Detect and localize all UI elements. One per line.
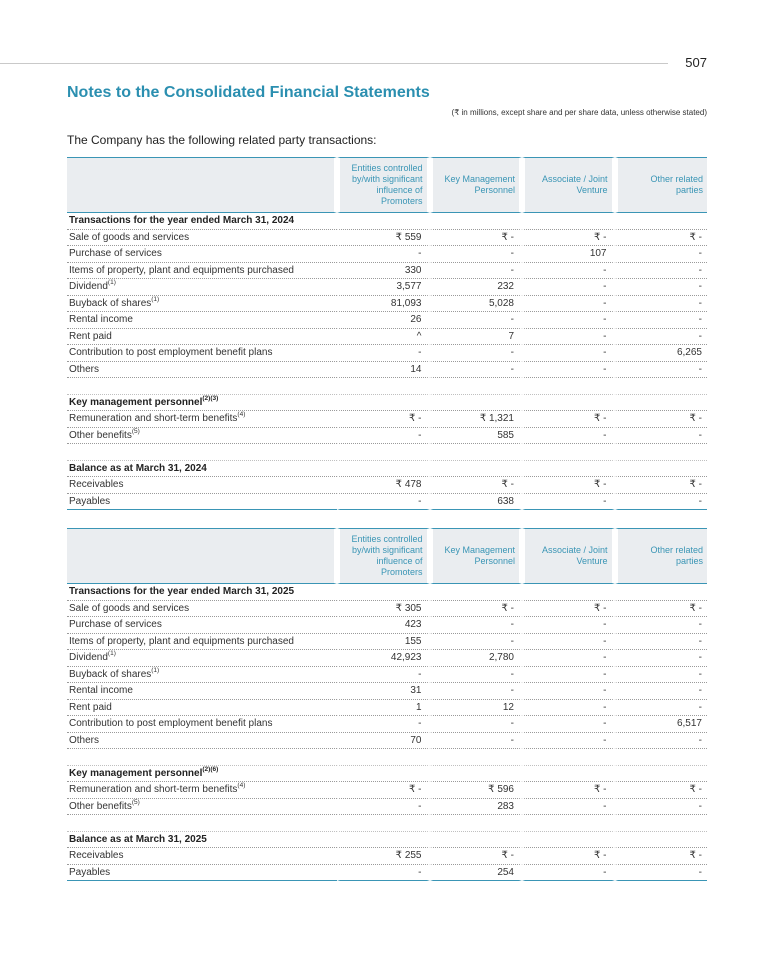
value-cell: - — [615, 312, 708, 329]
row-label-text: Remuneration and short-term benefits — [69, 784, 238, 796]
value-cell — [337, 815, 430, 832]
value-cell — [430, 213, 523, 230]
row-label-text: Payables — [69, 866, 111, 878]
row-label-text: Sale of goods and services — [69, 602, 190, 614]
value-cell: 155 — [337, 634, 430, 651]
value-cell: - — [522, 296, 615, 313]
row-label-text: Rent paid — [69, 330, 112, 342]
table-row — [67, 411, 707, 428]
value-cell — [337, 461, 430, 478]
footnote-marker: (1) — [151, 295, 160, 303]
footnote-marker: (4) — [237, 782, 246, 790]
row-label-text: Others — [69, 734, 100, 746]
footnote-marker: (1) — [107, 650, 116, 658]
value-cell — [337, 766, 430, 783]
value-cell — [430, 832, 523, 849]
value-cell: 585 — [430, 428, 523, 445]
row-label — [67, 329, 337, 346]
value-cell: - — [522, 634, 615, 651]
row-label — [67, 634, 337, 651]
row-label — [67, 865, 337, 882]
column-header: Entities controlled by/with significant influence of Promoters — [337, 157, 430, 213]
table-row — [67, 428, 707, 445]
value-cell — [522, 461, 615, 478]
value-cell: 7 — [430, 329, 523, 346]
footnote-marker: (5) — [131, 798, 140, 806]
value-cell: - — [522, 362, 615, 379]
related-party-table-2025 — [67, 528, 707, 881]
row-label-text: Purchase of services — [69, 619, 162, 631]
row-label — [67, 395, 337, 412]
value-cell — [615, 444, 708, 461]
section-header-row — [67, 213, 707, 230]
value-cell: - — [522, 312, 615, 329]
footnote-marker: (1) — [151, 666, 160, 674]
row-label — [67, 782, 337, 799]
value-cell: - — [430, 683, 523, 700]
footnote-marker: (2)(6) — [202, 765, 219, 773]
table-row — [67, 296, 707, 313]
table-row — [67, 716, 707, 733]
row-label-text: Items of property, plant and equipments purchased — [69, 635, 294, 647]
value-cell: - — [337, 246, 430, 263]
value-cell: - — [615, 617, 708, 634]
table-row — [67, 279, 707, 296]
value-cell — [430, 395, 523, 412]
row-label — [67, 766, 337, 783]
value-cell: - — [430, 246, 523, 263]
value-cell — [615, 815, 708, 832]
table-row — [67, 494, 707, 511]
value-cell — [522, 832, 615, 849]
table-row — [67, 799, 707, 816]
value-cell: ₹ 596 — [430, 782, 523, 799]
value-cell: ₹ - — [522, 782, 615, 799]
row-label-text: Key management personnel — [69, 396, 203, 408]
section-header-row — [67, 395, 707, 412]
value-cell: ₹ - — [615, 601, 708, 618]
spacer-row — [67, 444, 707, 461]
value-cell: 26 — [337, 312, 430, 329]
value-cell: - — [615, 634, 708, 651]
value-cell: 254 — [430, 865, 523, 882]
row-label-text: Contribution to post employment benefit plans — [69, 718, 273, 730]
row-label — [67, 461, 337, 478]
value-cell: 42,923 — [337, 650, 430, 667]
table-row — [67, 733, 707, 750]
value-cell: - — [522, 799, 615, 816]
value-cell: - — [522, 428, 615, 445]
table-row — [67, 683, 707, 700]
spacer-row — [67, 815, 707, 832]
value-cell: - — [430, 667, 523, 684]
value-cell: - — [430, 312, 523, 329]
row-label-text: Balance as at March 31, 2025 — [69, 833, 207, 845]
value-cell: 232 — [430, 279, 523, 296]
column-header: Entities controlled by/with significant influence of Promoters — [337, 528, 430, 584]
value-cell: - — [337, 345, 430, 362]
section-header-row — [67, 461, 707, 478]
value-cell — [337, 584, 430, 601]
section-header-row — [67, 584, 707, 601]
value-cell — [615, 213, 708, 230]
value-cell: - — [522, 733, 615, 750]
table-row — [67, 782, 707, 799]
value-cell: 6,265 — [615, 345, 708, 362]
value-cell — [522, 766, 615, 783]
value-cell: 6,517 — [615, 716, 708, 733]
value-cell — [430, 584, 523, 601]
value-cell: ₹ - — [337, 782, 430, 799]
value-cell: ₹ - — [522, 477, 615, 494]
value-cell: ₹ - — [430, 848, 523, 865]
value-cell — [430, 749, 523, 766]
value-cell: - — [615, 296, 708, 313]
row-label-text: Buyback of shares — [69, 297, 152, 309]
row-label-text: Dividend — [69, 281, 108, 293]
row-label — [67, 428, 337, 445]
row-label-text: Other benefits — [69, 800, 132, 812]
value-cell — [337, 832, 430, 849]
value-cell — [522, 395, 615, 412]
value-cell — [615, 766, 708, 783]
row-label — [67, 444, 337, 461]
value-cell: - — [615, 428, 708, 445]
value-cell: - — [615, 263, 708, 280]
value-cell: - — [430, 716, 523, 733]
header-blank-cell — [67, 157, 337, 213]
table-row — [67, 700, 707, 717]
row-label — [67, 601, 337, 618]
value-cell: - — [615, 650, 708, 667]
row-label-text: Sale of goods and services — [69, 231, 190, 243]
value-cell: 283 — [430, 799, 523, 816]
value-cell: ₹ - — [430, 477, 523, 494]
value-cell: - — [522, 650, 615, 667]
header-rule — [0, 63, 668, 64]
value-cell: ₹ - — [430, 601, 523, 618]
value-cell: - — [522, 617, 615, 634]
value-cell: 5,028 — [430, 296, 523, 313]
row-label — [67, 683, 337, 700]
value-cell: - — [430, 733, 523, 750]
value-cell — [522, 815, 615, 832]
value-cell: ₹ - — [615, 411, 708, 428]
value-cell: ₹ - — [522, 230, 615, 247]
header-blank-cell — [67, 528, 337, 584]
row-label — [67, 733, 337, 750]
row-label — [67, 815, 337, 832]
row-label — [67, 477, 337, 494]
row-label-text: Other benefits — [69, 429, 132, 441]
row-label — [67, 617, 337, 634]
value-cell: - — [430, 263, 523, 280]
row-label — [67, 263, 337, 280]
value-cell: - — [615, 799, 708, 816]
column-header: Other related parties — [615, 157, 708, 213]
value-cell: 638 — [430, 494, 523, 511]
value-cell: 81,093 — [337, 296, 430, 313]
value-cell: 423 — [337, 617, 430, 634]
row-label — [67, 230, 337, 247]
row-label-text: Remuneration and short-term benefits — [69, 413, 238, 425]
value-cell — [337, 395, 430, 412]
row-label-text: Others — [69, 363, 100, 375]
value-cell — [522, 749, 615, 766]
value-cell: 1 — [337, 700, 430, 717]
page-title: Notes to the Consolidated Financial Statements — [67, 84, 430, 101]
related-party-table-2024 — [67, 157, 707, 510]
value-cell: - — [522, 279, 615, 296]
table-row — [67, 848, 707, 865]
value-cell: - — [522, 345, 615, 362]
row-label — [67, 279, 337, 296]
value-cell: - — [615, 362, 708, 379]
value-cell: ₹ - — [522, 411, 615, 428]
value-cell: 31 — [337, 683, 430, 700]
value-cell — [337, 444, 430, 461]
value-cell: 107 — [522, 246, 615, 263]
value-cell: ₹ 478 — [337, 477, 430, 494]
row-label — [67, 362, 337, 379]
value-cell: - — [522, 865, 615, 882]
spacer-row — [67, 378, 707, 395]
row-label-text: Key management personnel — [69, 767, 203, 779]
value-cell — [430, 444, 523, 461]
value-cell: - — [522, 667, 615, 684]
column-header: Associate / Joint Venture — [522, 157, 615, 213]
value-cell: 12 — [430, 700, 523, 717]
value-cell — [615, 378, 708, 395]
row-label-text: Buyback of shares — [69, 668, 152, 680]
footnote-marker: (4) — [237, 411, 246, 419]
table-row — [67, 263, 707, 280]
footnote-marker: (2)(3) — [202, 394, 219, 402]
value-cell — [522, 213, 615, 230]
intro-text: The Company has the following related party transactions: — [67, 133, 377, 147]
value-cell: - — [522, 263, 615, 280]
table-row — [67, 650, 707, 667]
row-label — [67, 832, 337, 849]
value-cell: ₹ - — [615, 230, 708, 247]
row-label-text: Dividend — [69, 652, 108, 664]
value-cell: ₹ 1,321 — [430, 411, 523, 428]
value-cell — [615, 395, 708, 412]
row-label-text: Receivables — [69, 479, 124, 491]
row-label-text: Transactions for the year ended March 31, 2024 — [69, 215, 295, 227]
table-row — [67, 345, 707, 362]
row-label — [67, 716, 337, 733]
value-cell — [522, 584, 615, 601]
value-cell: - — [615, 667, 708, 684]
table-row — [67, 246, 707, 263]
value-cell: - — [615, 865, 708, 882]
row-label — [67, 411, 337, 428]
table-row — [67, 362, 707, 379]
value-cell: ₹ - — [615, 782, 708, 799]
value-cell: - — [522, 683, 615, 700]
value-cell: - — [522, 700, 615, 717]
section-header-row — [67, 766, 707, 783]
column-header: Key Management Personnel — [430, 157, 523, 213]
value-cell: - — [522, 329, 615, 346]
value-cell: - — [615, 733, 708, 750]
table-header-row — [67, 157, 707, 213]
value-cell — [337, 213, 430, 230]
value-cell: ₹ - — [522, 601, 615, 618]
value-cell — [430, 815, 523, 832]
value-cell: - — [430, 345, 523, 362]
row-label — [67, 584, 337, 601]
value-cell — [430, 766, 523, 783]
value-cell: ^ — [337, 329, 430, 346]
row-label-text: Rental income — [69, 685, 133, 697]
value-cell: - — [337, 865, 430, 882]
value-cell: 14 — [337, 362, 430, 379]
table-row — [67, 601, 707, 618]
table-row — [67, 617, 707, 634]
column-header: Other related parties — [615, 528, 708, 584]
row-label — [67, 667, 337, 684]
value-cell: ₹ - — [615, 848, 708, 865]
value-cell: - — [615, 329, 708, 346]
row-label — [67, 494, 337, 511]
row-label-text: Transactions for the year ended March 31, 2025 — [69, 586, 295, 598]
table-row — [67, 634, 707, 651]
row-label — [67, 345, 337, 362]
value-cell: ₹ 255 — [337, 848, 430, 865]
row-label-text: Contribution to post employment benefit plans — [69, 347, 273, 359]
row-label — [67, 848, 337, 865]
units-note: (₹ in millions, except share and per share data, unless otherwise stated) — [451, 108, 707, 117]
value-cell: - — [430, 634, 523, 651]
value-cell — [522, 378, 615, 395]
section-header-row — [67, 832, 707, 849]
row-label — [67, 312, 337, 329]
value-cell: - — [337, 494, 430, 511]
table-row — [67, 477, 707, 494]
value-cell: - — [615, 683, 708, 700]
value-cell: - — [615, 279, 708, 296]
row-label — [67, 246, 337, 263]
value-cell — [615, 749, 708, 766]
value-cell: - — [615, 700, 708, 717]
value-cell: - — [430, 362, 523, 379]
table-row — [67, 865, 707, 882]
row-label-text: Receivables — [69, 850, 124, 862]
value-cell: ₹ - — [615, 477, 708, 494]
row-label-text: Items of property, plant and equipments purchased — [69, 264, 294, 276]
value-cell — [430, 378, 523, 395]
value-cell — [337, 749, 430, 766]
value-cell: - — [615, 494, 708, 511]
table-row — [67, 667, 707, 684]
value-cell — [615, 461, 708, 478]
value-cell: 70 — [337, 733, 430, 750]
table-row — [67, 230, 707, 247]
value-cell: 330 — [337, 263, 430, 280]
table-row — [67, 312, 707, 329]
value-cell — [522, 444, 615, 461]
value-cell: ₹ - — [522, 848, 615, 865]
value-cell: 3,577 — [337, 279, 430, 296]
value-cell: - — [615, 246, 708, 263]
value-cell: - — [337, 716, 430, 733]
row-label — [67, 749, 337, 766]
column-header: Key Management Personnel — [430, 528, 523, 584]
row-label — [67, 213, 337, 230]
value-cell: ₹ 305 — [337, 601, 430, 618]
value-cell — [430, 461, 523, 478]
value-cell: - — [337, 799, 430, 816]
value-cell: ₹ 559 — [337, 230, 430, 247]
row-label-text: Balance as at March 31, 2024 — [69, 462, 207, 474]
row-label — [67, 799, 337, 816]
value-cell — [615, 584, 708, 601]
value-cell: - — [522, 716, 615, 733]
row-label — [67, 296, 337, 313]
row-label-text: Payables — [69, 495, 111, 507]
value-cell: - — [337, 428, 430, 445]
row-label-text: Rent paid — [69, 701, 112, 713]
value-cell: - — [522, 494, 615, 511]
column-header: Associate / Joint Venture — [522, 528, 615, 584]
footnote-marker: (5) — [131, 427, 140, 435]
value-cell: 2,780 — [430, 650, 523, 667]
table-row — [67, 329, 707, 346]
row-label-text: Rental income — [69, 314, 133, 326]
table-header-row — [67, 528, 707, 584]
row-label — [67, 650, 337, 667]
page-number: 507 — [685, 55, 707, 70]
row-label — [67, 700, 337, 717]
row-label — [67, 378, 337, 395]
value-cell: - — [337, 667, 430, 684]
value-cell: - — [430, 617, 523, 634]
value-cell — [615, 832, 708, 849]
value-cell: ₹ - — [430, 230, 523, 247]
spacer-row — [67, 749, 707, 766]
footnote-marker: (1) — [107, 279, 116, 287]
value-cell — [337, 378, 430, 395]
row-label-text: Purchase of services — [69, 248, 162, 260]
value-cell: ₹ - — [337, 411, 430, 428]
